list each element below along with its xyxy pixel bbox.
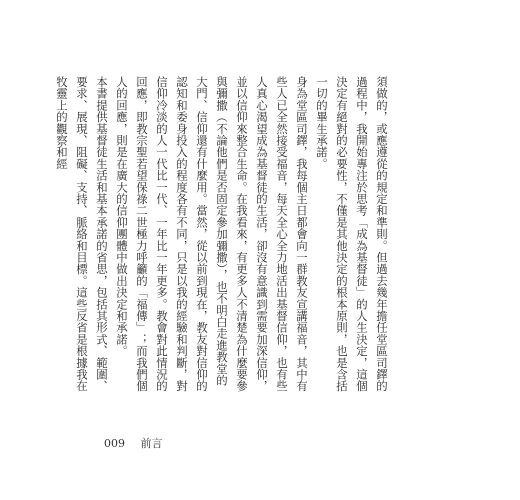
- paragraph: 須做的，或應遵從的規定和準則。但過去幾年擔任堂區司鐸的過程中，我開始專注於思考「成為基督徒」的人生決定，這個決定有絕對的必要性，不僅是其他決定的根本原則，也是含括一切的畢生承諾。: [315, 76, 389, 392]
- section-label: 前言: [140, 437, 163, 450]
- page-number: 009: [104, 437, 125, 450]
- paragraph: 身為堂區司鐸，我每個主日都會向一群教友宣講福音，其中有些人已全然接受福音，每天全心全力地活出基督信仰，也有些人真心渴望成為基督徒的生活，卻沒有意識到需要加深信仰，並以信仰來整合生命。在我看來，有更多人不清楚為什麼要參與彌撒（不論他們是否固定參加彌撒），也不明白走進教堂的大門、信仰還有什麼用。當然，從以前到現在，教友對信仰的認知和委身投入的程度各有不同，只是以我的經驗和判斷，對信仰冷淡的人一代比一代、一年比一年更多。教會對此情況的回應，即教宗聖若望保祿二世極力呼籲的「福傳」；而我們個人的回應，則是在廣大的信仰團體中做出決定和承諾。: [115, 76, 309, 392]
- page-footer: [104, 435, 163, 451]
- vertical-text-body: [52, 76, 392, 394]
- paragraph: 本書提供基督徒生活和基本承諾的省思，包括其形式、範圍、要求、展現、阻礙、支持、脈絡和目標。這些反省是根據我在牧靈上的觀察和經: [55, 76, 109, 392]
